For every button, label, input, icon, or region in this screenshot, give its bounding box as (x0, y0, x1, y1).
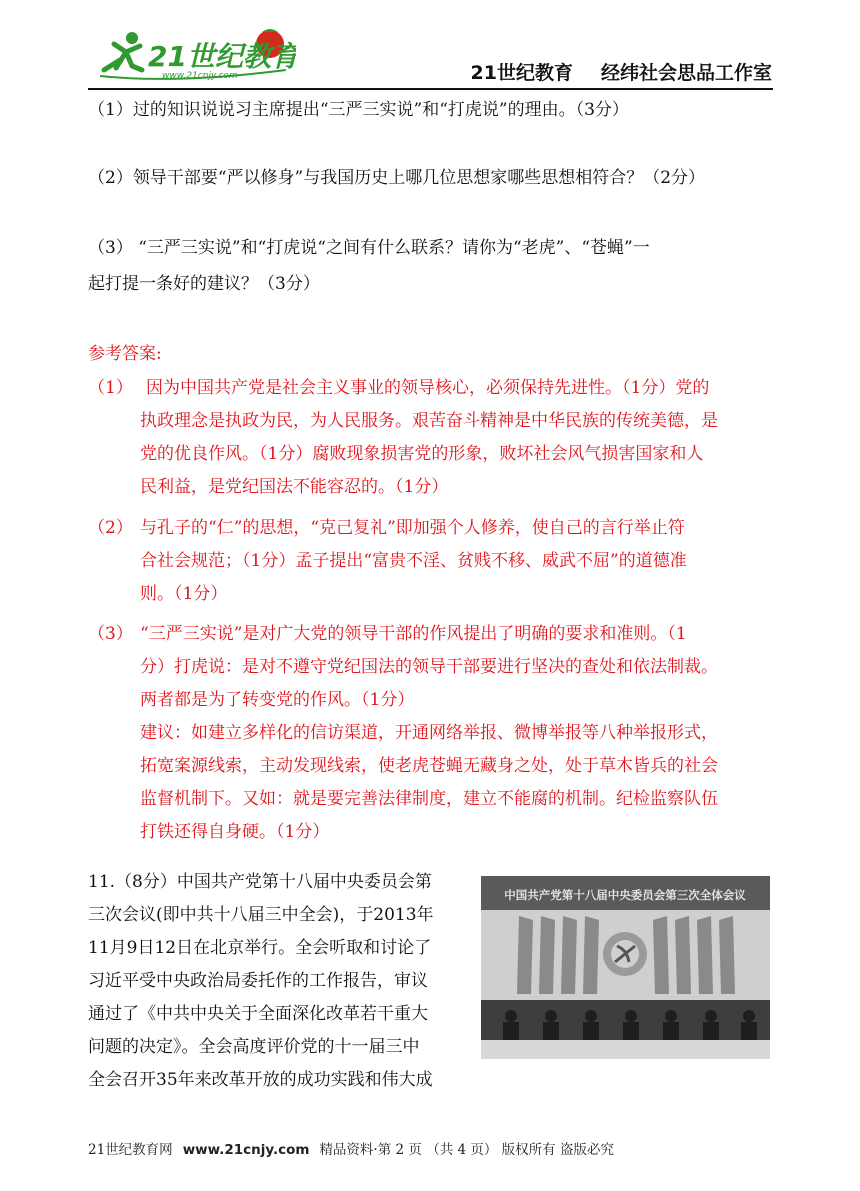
answer-heading: 参考答案: (88, 344, 162, 364)
answer-3-number: （3） (88, 624, 133, 644)
answer-3 (140, 618, 780, 849)
answer-2-line: 则。（1分） (140, 584, 228, 604)
studio-name: 经纬社会思品工作室 (600, 62, 772, 84)
answer-1-line: 因为中国共产党是社会主义事业的领导核心，必须保持先进性。（1分）党的 (146, 378, 710, 398)
site-logo (96, 22, 296, 84)
question-11-line: 三次会议(即中共十八届三中全会)，于2013年 (88, 905, 434, 925)
answer-2-number: （2） (88, 518, 133, 538)
question-3-line-2: 起打提一条好的建议？（3分） (88, 274, 320, 294)
answer-1 (140, 372, 780, 504)
photo-banner-text: 中国共产党第十八届中央委员会第三次全体会议 (504, 888, 746, 902)
page-footer (88, 1138, 778, 1158)
footer-page-info: 精品资料·第 2 页 （共 4 页） 版权所有 盗版必究 (319, 1142, 614, 1158)
site-name: 21世纪教育 (470, 62, 573, 84)
plenary-session-photo (481, 876, 770, 1059)
question-11-line: 问题的决定》。全会高度评价党的十一届三中 (88, 1037, 420, 1057)
page-header (0, 0, 860, 90)
answer-3-line: “三严三实说”是对广大党的领导干部的作风提出了明确的要求和准则。（1 (140, 624, 687, 644)
answer-2-line: 与孔子的“仁”的思想，“克己复礼”即加强个人修养，使自己的言行举止符 (140, 518, 685, 538)
answer-3-line: 两者都是为了转变党的作风。（1分） (140, 690, 415, 710)
answer-3-line: 监督机制下。又如：就是要完善法律制度，建立不能腐的机制。纪检监察队伍 (140, 789, 718, 809)
footer-site: 21世纪教育网 (88, 1142, 173, 1158)
answer-2 (140, 512, 780, 611)
question-11-line: 全会召开35年来改革开放的成功实践和伟大成 (88, 1070, 433, 1090)
answer-3-line: 拓宽案源线索，主动发现线索，使老虎苍蝇无藏身之处，处于草木皆兵的社会 (140, 756, 718, 776)
question-3-line-1: （3） “三严三实说”和“打虎说“之间有什么联系？请你为“老虎”、“苍蝇”一 (88, 238, 650, 258)
question-11-line: 11月9日12日在北京举行。全会听取和讨论了 (88, 938, 432, 958)
header-divider (88, 88, 773, 90)
question-11 (88, 866, 476, 1097)
footer-url: www.21cnjy.com (182, 1142, 310, 1158)
answer-1-line: 民利益，是党纪国法不能容忍的。（1分） (140, 477, 449, 497)
question-11-line: 习近平受中央政治局委托作的工作报告，审议 (88, 971, 428, 991)
header-title (471, 58, 772, 85)
question-2: （2）领导干部要“严以修身”与我国历史上哪几位思想家哪些思想相符合？（2分） (88, 168, 706, 188)
answer-1-line: 党的优良作风。（1分）腐败现象损害党的形象，败坏社会风气损害国家和人 (140, 444, 704, 464)
answer-1-number: （1） (88, 378, 133, 398)
answer-2-line: 合社会规范；（1分）孟子提出“富贵不淫、贫贱不移、威武不屈”的道德准 (140, 551, 687, 571)
logo-text: 21世纪教育 (148, 40, 296, 73)
answer-3-line: 打铁还得自身硬。（1分） (140, 822, 330, 842)
logo-url: www.21cnjy.com (162, 71, 238, 81)
answer-1-line: 执政理念是执政为民，为人民服务。艰苦奋斗精神是中华民族的传统美德，是 (140, 411, 718, 431)
answer-3-line: 建议：如建立多样化的信访渠道，开通网络举报、微博举报等八种举报形式， (140, 723, 718, 743)
question-11-line: 通过了《中共中央关于全面深化改革若干重大 (88, 1004, 428, 1024)
question-11-line: 11.（8分）中国共产党第十八届中央委员会第 (88, 872, 432, 892)
answer-3-line: 分）打虎说：是对不遵守党纪国法的领导干部要进行坚决的查处和依法制裁。 (140, 657, 718, 677)
question-1: （1）过的知识说说习主席提出“三严三实说”和“打虎说”的理由。（3分） (88, 100, 629, 120)
